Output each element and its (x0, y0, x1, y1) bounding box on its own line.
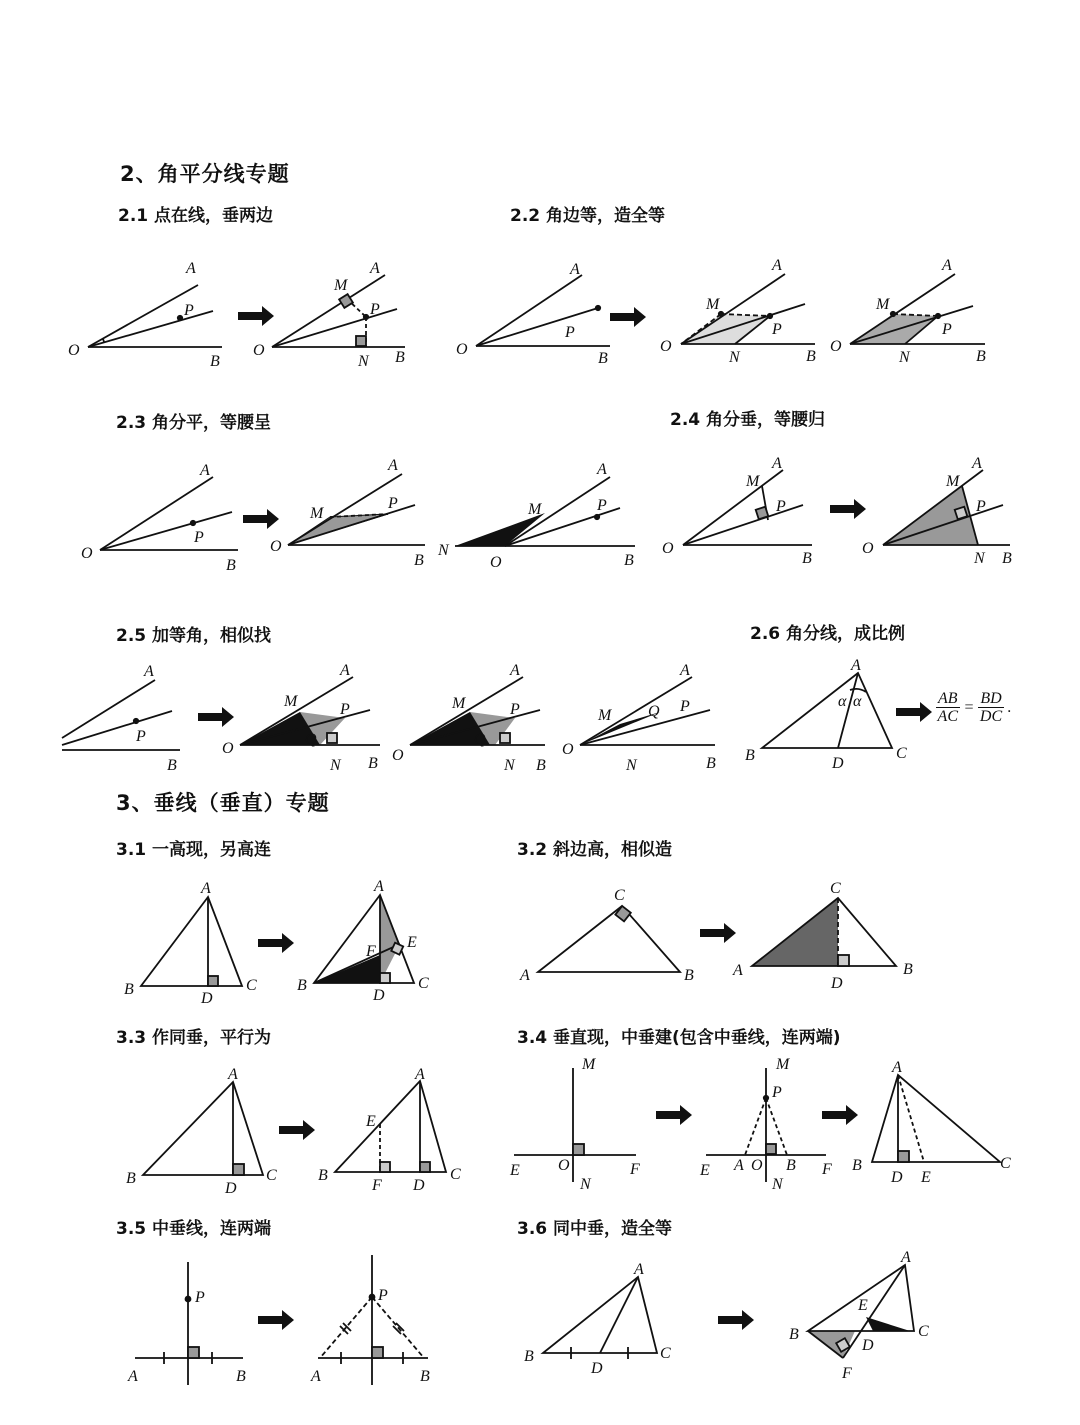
arrow-3-1 (258, 933, 294, 953)
label-alpha-1: α (838, 693, 847, 710)
label-F: F (822, 1161, 832, 1178)
label-N: N (729, 349, 740, 366)
figure-3-2-a (519, 887, 694, 984)
subtitle-3-2: 3.2 斜边高，相似造 (517, 840, 673, 860)
label-B: B (395, 349, 405, 366)
figure-2-4-a (662, 455, 812, 567)
label-C: C (1000, 1155, 1011, 1172)
arrow-2-3 (243, 509, 279, 529)
label-B: B (124, 981, 134, 998)
label-F: F (366, 943, 376, 960)
label-Q: Q (648, 703, 660, 720)
label-F: F (372, 1177, 382, 1194)
label-P: P (776, 498, 786, 515)
label-M: M (746, 473, 760, 490)
label-B: B (598, 350, 608, 367)
figure-3-5-a (127, 1262, 246, 1385)
label-B: B (297, 977, 307, 994)
label-E: E (858, 1297, 868, 1314)
label-B: B (789, 1326, 799, 1343)
subtitle-2-3: 2.3 角分平，等腰呈 (116, 413, 272, 433)
subtitle-2-5: 2.5 加等角，相似找 (116, 626, 272, 646)
label-N: N (358, 353, 369, 370)
arrow-3-5 (258, 1310, 294, 1330)
arrow-2-1 (238, 306, 274, 326)
label-C: C (830, 880, 841, 897)
label-E: E (366, 1113, 376, 1130)
ratio-period: . (1007, 698, 1012, 716)
figure-2-3-b (270, 457, 425, 569)
arrow-3-4-b (822, 1105, 858, 1125)
label-O: O (660, 338, 672, 355)
label-P: P (680, 698, 690, 715)
label-A: A (901, 1249, 911, 1266)
label-P: P (136, 728, 146, 745)
label-D: D (225, 1180, 237, 1197)
figure-3-2-b (732, 880, 913, 992)
label-B: B (414, 552, 424, 569)
label-B: B (368, 755, 378, 772)
label-A: A (942, 257, 952, 274)
label-O: O (392, 747, 404, 764)
figure-3-4-b (699, 1056, 832, 1193)
label-C: C (614, 887, 625, 904)
label-B: B (852, 1157, 862, 1174)
label-N: N (626, 757, 637, 774)
figure-3-3-a (126, 1066, 277, 1197)
label-N: N (974, 550, 985, 567)
label-P: P (378, 1287, 388, 1304)
label-D: D (862, 1337, 874, 1354)
label-B: B (706, 755, 716, 772)
label-Q: Q (474, 731, 486, 748)
label-O: O (662, 540, 674, 557)
ratio-equals: = (963, 698, 975, 716)
label-B: B (236, 1368, 246, 1385)
subtitle-3-6: 3.6 同中垂，造全等 (517, 1219, 673, 1239)
label-A: A (733, 962, 743, 979)
arrow-3-4-a (656, 1105, 692, 1125)
label-O: O (830, 338, 842, 355)
label-B: B (624, 552, 634, 569)
label-P: P (565, 324, 575, 341)
label-N: N (772, 1176, 783, 1193)
label-B: B (786, 1157, 796, 1174)
label-D: D (413, 1177, 425, 1194)
label-B: B (1002, 550, 1012, 567)
label-M: M (706, 296, 720, 313)
figure-2-1-a (68, 260, 222, 370)
label-A: A (772, 455, 782, 472)
label-B: B (684, 967, 694, 984)
figure-3-3-b (318, 1066, 461, 1194)
label-O: O (751, 1157, 763, 1174)
figure-2-6 (745, 657, 907, 772)
arrow-2-6 (896, 702, 932, 722)
section-title-angle-bisector: 2、角平分线专题 (120, 162, 290, 186)
label-P: P (340, 701, 350, 718)
label-M: M (310, 505, 324, 522)
label-A: A (510, 662, 520, 679)
label-A: A (388, 457, 398, 474)
label-O: O (490, 554, 502, 571)
label-A: A (520, 967, 530, 984)
ratio-num-1: AB (938, 690, 958, 707)
label-A: A (772, 257, 782, 274)
label-alpha-2: α (853, 693, 862, 710)
label-P: P (976, 498, 986, 515)
arrow-2-5 (198, 707, 234, 727)
label-A: A (634, 1261, 644, 1278)
label-A: A (186, 260, 196, 277)
subtitle-2-4: 2.4 角分垂，等腰归 (670, 410, 826, 430)
label-A: A (144, 663, 154, 680)
subtitle-2-1: 2.1 点在线，垂两边 (118, 206, 274, 226)
label-D: D (373, 987, 385, 1004)
figure-3-4-a (509, 1056, 640, 1193)
label-A: A (972, 455, 982, 472)
subtitle-3-5: 3.5 中垂线，连两端 (116, 1219, 272, 1239)
label-D: D (591, 1360, 603, 1377)
label-O: O (68, 342, 80, 359)
label-M: M (946, 473, 960, 490)
label-P: P (195, 1289, 205, 1306)
label-B: B (802, 550, 812, 567)
label-P: P (388, 495, 398, 512)
label-A: A (892, 1059, 902, 1076)
label-B: B (420, 1368, 430, 1385)
label-B: B (524, 1348, 534, 1365)
figure-3-4-c (852, 1059, 1011, 1186)
label-O: O (558, 1157, 570, 1174)
subtitle-2-6: 2.6 角分线，成比例 (750, 624, 906, 644)
label-M: M (452, 695, 466, 712)
ratio-den-1: AC (937, 708, 958, 725)
figure-2-2-a (456, 261, 610, 367)
arrow-2-4 (830, 499, 866, 519)
label-M: M (598, 707, 612, 724)
label-N: N (330, 757, 341, 774)
label-D: D (831, 975, 843, 992)
figure-2-5-a (62, 663, 180, 774)
label-E: E (407, 934, 417, 951)
label-P: P (597, 497, 607, 514)
label-C: C (418, 975, 429, 992)
figure-3-5-b (310, 1255, 430, 1385)
label-Q: Q (305, 731, 317, 748)
label-A: A (597, 461, 607, 478)
label-A: A (680, 662, 690, 679)
label-C: C (266, 1167, 277, 1184)
label-M: M (582, 1056, 596, 1073)
label-F: F (630, 1161, 640, 1178)
label-A: A (570, 261, 580, 278)
label-B: B (126, 1170, 136, 1187)
label-M: M (284, 693, 298, 710)
subtitle-3-3: 3.3 作同垂，平行为 (116, 1028, 272, 1048)
label-O: O (862, 540, 874, 557)
ratio-den-2: DC (979, 708, 1003, 725)
label-O: O (253, 342, 265, 359)
label-A: A (415, 1066, 425, 1083)
label-B: B (745, 747, 755, 764)
label-P: P (370, 301, 380, 318)
label-B: B (903, 961, 913, 978)
label-P: P (184, 302, 194, 319)
label-B: B (226, 557, 236, 574)
label-C: C (450, 1166, 461, 1183)
label-O: O (456, 341, 468, 358)
label-M: M (334, 277, 348, 294)
section-title-perpendicular: 3、垂线（垂直）专题 (116, 791, 330, 815)
label-B: B (318, 1167, 328, 1184)
label-A: A (374, 878, 384, 895)
label-C: C (896, 745, 907, 762)
label-P: P (772, 1084, 782, 1101)
label-N: N (504, 757, 515, 774)
label-B: B (806, 348, 816, 365)
label-P: P (510, 701, 520, 718)
figure-2-3-a (81, 462, 238, 574)
label-C: C (660, 1345, 671, 1362)
figure-2-1-b (253, 260, 405, 370)
label-O: O (562, 741, 574, 758)
arrow-3-3 (279, 1120, 315, 1140)
label-A: A (128, 1368, 138, 1385)
figure-2-5-c (392, 662, 546, 774)
label-M: M (876, 296, 890, 313)
label-A: A (734, 1157, 744, 1174)
label-A: A (851, 657, 861, 674)
label-O: O (222, 740, 234, 757)
figure-3-6-b (789, 1249, 929, 1382)
label-E: E (921, 1169, 931, 1186)
label-E: E (510, 1162, 520, 1179)
subtitle-3-1: 3.1 一高现，另高连 (116, 840, 272, 860)
figure-2-3-c (437, 461, 635, 571)
ratio-num-2: BD (980, 690, 1002, 707)
label-P: P (194, 529, 204, 546)
figure-2-2-c (830, 257, 986, 366)
label-F: F (842, 1365, 852, 1382)
arrow-2-2 (610, 307, 646, 327)
figure-3-1-a (124, 880, 257, 1007)
label-O: O (270, 538, 282, 555)
label-D: D (201, 990, 213, 1007)
label-O: O (81, 545, 93, 562)
figure-3-1-b (297, 878, 429, 1004)
label-M: M (776, 1056, 790, 1073)
label-D: D (891, 1169, 903, 1186)
label-E: E (700, 1162, 710, 1179)
label-B: B (167, 757, 177, 774)
label-P: P (942, 321, 952, 338)
label-B: B (976, 348, 986, 365)
label-A: A (228, 1066, 238, 1083)
label-C: C (918, 1323, 929, 1340)
figure-2-2-b (660, 257, 816, 366)
figure-2-4-b (862, 455, 1012, 567)
label-C: C (246, 977, 257, 994)
label-A: A (370, 260, 380, 277)
arrow-3-6 (718, 1310, 754, 1330)
label-P: P (772, 321, 782, 338)
label-A: A (340, 662, 350, 679)
label-B: B (210, 353, 220, 370)
figure-3-6-a (524, 1261, 671, 1377)
subtitle-3-4: 3.4 垂直现，中垂建(包含中垂线，连两端) (517, 1028, 841, 1048)
label-N: N (438, 542, 449, 559)
label-M: M (528, 501, 542, 518)
label-A: A (201, 880, 211, 897)
figure-2-5-b (222, 662, 380, 774)
label-D: D (832, 755, 844, 772)
arrow-3-2 (700, 923, 736, 943)
figure-2-5-d (562, 662, 716, 774)
label-B: B (536, 757, 546, 774)
label-N: N (899, 349, 910, 366)
label-N: N (580, 1176, 591, 1193)
label-A: A (311, 1368, 321, 1385)
subtitle-2-2: 2.2 角边等，造全等 (510, 206, 666, 226)
label-A: A (200, 462, 210, 479)
